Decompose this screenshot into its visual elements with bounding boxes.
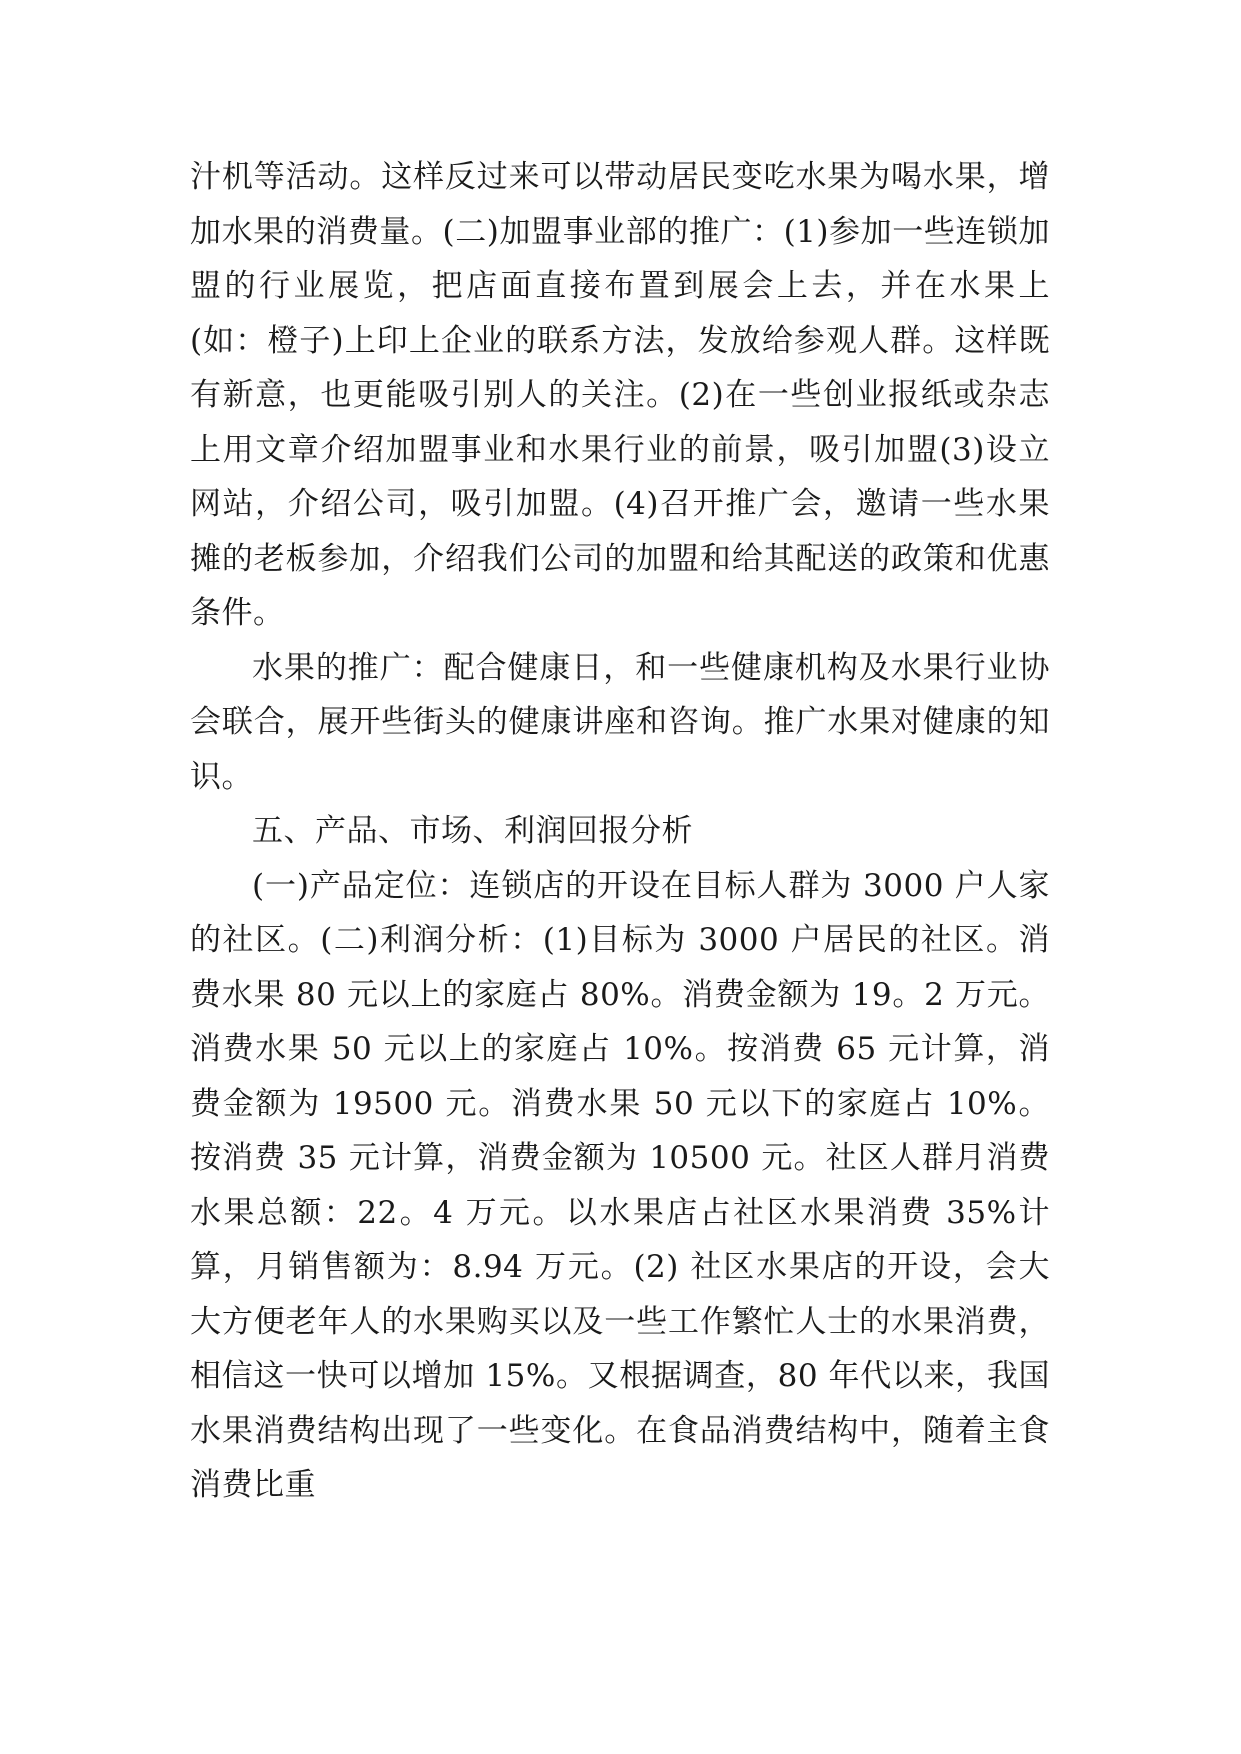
section-heading-analysis: 五、产品、市场、利润回报分析: [252, 813, 693, 849]
document-page: [190, 150, 1050, 1513]
paragraph-promotion-franchise: 汁机等活动。这样反过来可以带动居民变吃水果为喝水果，增加水果的消费量。(二)加盟事业部的推广：(1)参加一些连锁加盟的行业展览，把店面直接布置到展会上去，并在水果上(如：橙子)上印上企业的联系方法，发放给参观人群。这样既有新意，也更能吸引别人的关注。(2)在一些创业报纸或杂志上用文章介绍加盟事业和水果行业的前景，吸引加盟(3)设立网站，介绍公司，吸引加盟。(4)召开推广会，邀请一些水果摊的老板参加，介绍我们公司的加盟和给其配送的政策和优惠条件。: [190, 159, 1050, 631]
paragraph-fruit-promotion: 水果的推广：配合健康日，和一些健康机构及水果行业协会联合，展开些街头的健康讲座和咨询。推广水果对健康的知识。: [190, 649, 1050, 795]
paragraph-profit-analysis: (一)产品定位：连锁店的开设在目标人群为 3000 户人家的社区。(二)利润分析：(1)目标为 3000 户居民的社区。消费水果 80 元以上的家庭占 80%。消费金额为 19。2 万元。消费水果 50 元以上的家庭占 10%。按消费 65 元计算，消费金额为 19500 元。消费水果 50 元以下的家庭占 10%。按消费 35 元计算，消费金额为 10500 元。社区人群月消费水果总额：22。4 万元。以水果店占社区水果消费 35%计算，月销售额为：8.94 万元。(2) 社区水果店的开设，会大大方便老年人的水果购买以及一些工作繁忙人士的水果消费，相信这一快可以增加 15%。又根据调查，80 年代以来，我国水果消费结构出现了一些变化。在食品消费结构中，随着主食消费比重: [190, 867, 1050, 1503]
